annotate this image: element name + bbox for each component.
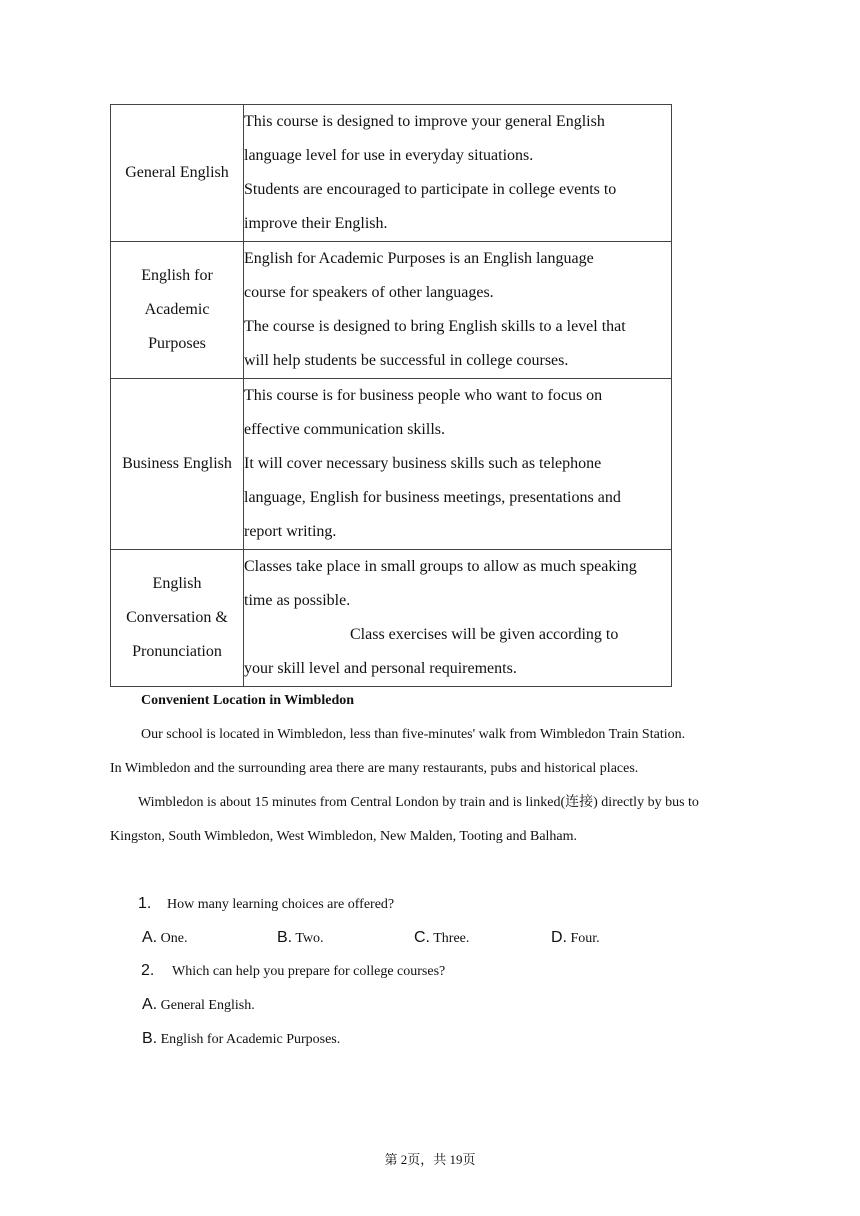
course-description-line: effective communication skills. <box>244 421 445 438</box>
course-description-cell <box>244 105 672 242</box>
option-letter: C. <box>414 929 430 946</box>
option-text: One. <box>160 931 188 946</box>
answer-option[interactable] <box>551 929 600 947</box>
course-name-line: General English <box>125 164 229 181</box>
course-description-line: English for Academic Purposes is an English language <box>244 250 594 267</box>
course-description-cell <box>244 379 672 550</box>
answer-option[interactable] <box>277 929 324 947</box>
course-description-cell <box>244 550 672 687</box>
option-text: Two. <box>295 931 324 946</box>
course-description-line: This course is designed to improve your general English <box>244 113 605 130</box>
answer-option[interactable] <box>142 996 255 1014</box>
option-text: Four. <box>570 931 600 946</box>
option-text: English for Academic Purposes. <box>160 1032 341 1047</box>
course-table <box>110 104 672 687</box>
course-name-line: Purposes <box>148 335 206 352</box>
course-name-line: English for <box>141 267 213 284</box>
course-description-line: report writing. <box>244 523 337 540</box>
course-name-line: Business English <box>122 455 232 472</box>
course-name-cell <box>111 105 244 242</box>
course-description-line: It will cover necessary business skills such as telephone <box>244 455 602 472</box>
course-description-line: Classes take place in small groups to allow as much speaking <box>244 558 637 575</box>
course-description-line: Students are encouraged to participate in college events to <box>244 181 617 198</box>
course-description-line: time as possible. <box>244 592 351 609</box>
section-title: Convenient Location in Wimbledon <box>141 693 355 708</box>
paragraph-line: Wimbledon is about 15 minutes from Central London by train and is linked(连接) directly by bus to <box>138 795 699 810</box>
table-row <box>111 105 672 242</box>
table-row <box>111 242 672 379</box>
paragraph-line: In Wimbledon and the surrounding area there are many restaurants, pubs and historical places. <box>110 761 639 776</box>
question-text: How many learning choices are offered? <box>167 897 395 912</box>
course-description-line: language, English for business meetings, presentations and <box>244 489 621 506</box>
course-name-line: Pronunciation <box>132 643 222 660</box>
course-name-line: Academic <box>144 301 210 318</box>
paragraph-line: Our school is located in Wimbledon, less than five-minutes' walk from Wimbledon Train Station. <box>141 727 686 742</box>
course-description-line: improve their English. <box>244 215 388 232</box>
answer-option[interactable] <box>142 929 187 947</box>
table-row <box>111 550 672 687</box>
option-text: General English. <box>160 998 255 1013</box>
course-description-line: Class exercises will be given according to <box>350 626 619 643</box>
course-description-line: course for speakers of other languages. <box>244 284 494 301</box>
course-name-cell <box>111 550 244 687</box>
course-name-cell <box>111 379 244 550</box>
table-row <box>111 379 672 550</box>
course-description-line: language level for use in everyday situations. <box>244 147 534 164</box>
course-description-cell <box>244 242 672 379</box>
option-letter: B. <box>277 929 293 946</box>
course-description-line: The course is designed to bring English skills to a level that <box>244 318 626 335</box>
option-text: Three. <box>433 931 470 946</box>
question-number: 1. <box>138 895 152 912</box>
question-text: Which can help you prepare for college courses? <box>172 964 446 979</box>
course-description-line: This course is for business people who want to focus on <box>244 387 603 404</box>
answer-option[interactable] <box>414 929 469 947</box>
course-name-line: English <box>152 575 202 592</box>
course-name-cell <box>111 242 244 379</box>
option-letter: A. <box>142 996 158 1013</box>
option-letter: B. <box>142 1030 158 1047</box>
page-footer: 第 2页，共 19页 <box>384 1152 476 1167</box>
question-number: 2. <box>141 962 155 979</box>
option-letter: D. <box>551 929 567 946</box>
course-description-line: will help students be successful in college courses. <box>244 352 569 369</box>
option-letter: A. <box>142 929 158 946</box>
course-name-line: Conversation & <box>126 609 228 626</box>
course-description-line: your skill level and personal requirements. <box>244 660 517 677</box>
paragraph-line: Kingston, South Wimbledon, West Wimbledon, New Malden, Tooting and Balham. <box>110 829 578 844</box>
answer-option[interactable] <box>142 1030 340 1048</box>
